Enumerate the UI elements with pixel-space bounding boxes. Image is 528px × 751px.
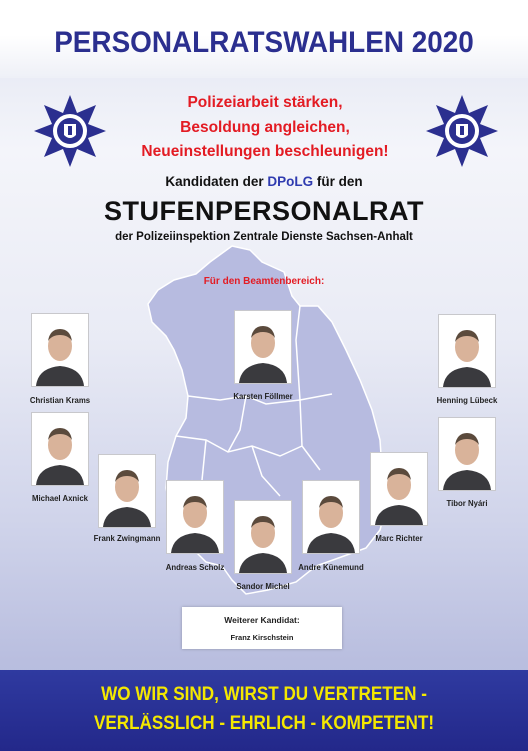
police-star-emblem-icon xyxy=(424,93,500,169)
additional-candidate-name: Franz Kirschstein xyxy=(230,633,294,642)
candidate-name: Andre Künemund xyxy=(298,563,364,572)
candidate-name: Christian Krams xyxy=(29,396,91,405)
candidate-photo xyxy=(31,313,89,387)
candidate-photo xyxy=(438,314,496,388)
candidate-name: Marc Richter xyxy=(375,534,423,543)
candidate-name: Michael Axnick xyxy=(31,494,89,503)
candidate-name: Henning Lübeck xyxy=(436,396,498,405)
candidate-photo xyxy=(166,480,224,554)
candidate-name: Frank Zwingmann xyxy=(93,534,161,543)
intro-suffix: für den xyxy=(316,174,363,189)
body-subtitle: der Polizeiinspektion Zentrale Dienste Sachsen-Anhalt xyxy=(115,231,413,243)
candidate-name: Tibor Nyári xyxy=(446,499,488,508)
candidate-photo xyxy=(31,412,89,486)
candidate-name: Sandor Michel xyxy=(236,582,290,591)
additional-candidate-box xyxy=(182,607,342,649)
section-label: Für den Beamtenbereich: xyxy=(203,276,325,287)
footer-line: VERLÄSSLICH - EHRLICH - KOMPETENT! xyxy=(93,713,435,734)
candidate-name: Andreas Scholz xyxy=(165,563,225,572)
intro-line xyxy=(0,174,528,189)
candidate-photo xyxy=(98,454,156,528)
police-star-emblem-icon xyxy=(32,93,108,169)
additional-candidate-title: Weiterer Kandidat: xyxy=(224,615,300,625)
footer-line: WO WIR SIND, WIRST DU VERTRETEN - xyxy=(101,684,427,705)
candidate-photo xyxy=(302,480,360,554)
candidate-photo xyxy=(438,417,496,491)
candidate-photo xyxy=(370,452,428,526)
intro-prefix: Kandidaten der xyxy=(165,174,264,189)
candidate-name: Karsten Föllmer xyxy=(233,392,293,401)
candidate-photo xyxy=(234,310,292,384)
organization-name: DPoLG xyxy=(267,174,314,189)
footer-banner xyxy=(0,670,528,751)
slogan-line: Besoldung angleichen, xyxy=(180,119,350,136)
slogan-line: Neueinstellungen beschleunigen! xyxy=(141,143,389,160)
slogan-line: Polizeiarbeit stärken, xyxy=(187,94,343,111)
body-title: STUFENPERSONALRAT xyxy=(103,196,424,226)
candidate-photo xyxy=(234,500,292,574)
main-title: PERSONALRATSWAHLEN 2020 xyxy=(54,26,474,59)
